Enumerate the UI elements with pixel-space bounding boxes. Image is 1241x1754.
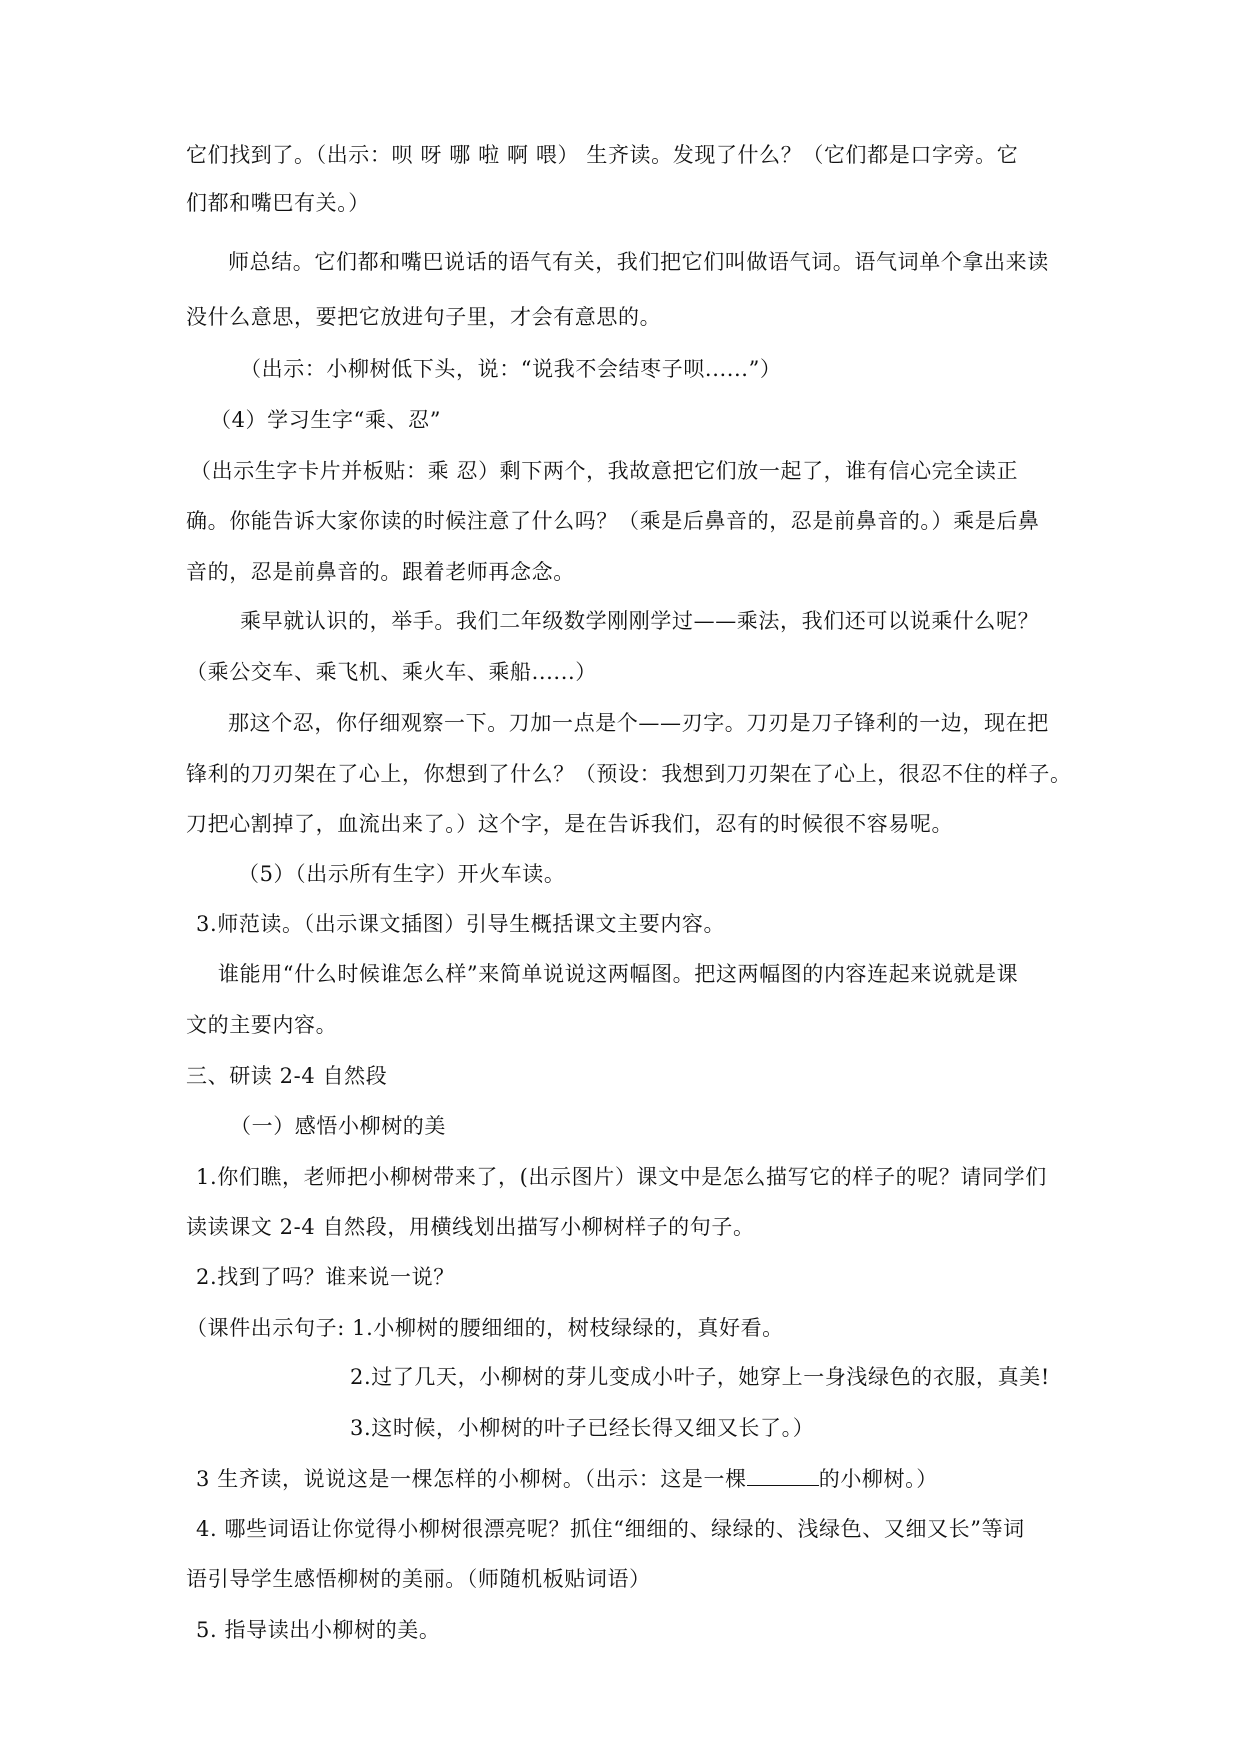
- fill-in-blank-suffix: 的小柳树。）: [818, 1467, 938, 1491]
- paragraph-line: 它们找到了。（出示：呗 呀 哪 啦 啊 喂） 生齐读。发现了什么？（它们都是口字旁。它: [186, 143, 1019, 167]
- paragraph-line: （出示生字卡片并板贴：乘 忍）剩下两个，我故意把它们放一起了，谁有信心完全读正: [190, 459, 1019, 483]
- fill-in-blank: [747, 1467, 819, 1486]
- paragraph-line: 锋利的刀刃架在了心上，你想到了什么？（预设：我想到刀刃架在了心上，很忍不住的样子。: [186, 762, 1072, 786]
- paragraph-line: 2.找到了吗？谁来说一说？: [196, 1265, 455, 1289]
- fill-in-blank-line: [196, 1465, 938, 1493]
- paragraph-line: 师总结。它们都和嘴巴说话的语气有关，我们把它们叫做语气词。语气词单个拿出来读: [228, 250, 1049, 274]
- paragraph-line: 刀把心割掉了，血流出来了。）这个字，是在告诉我们，忍有的时候很不容易呢。: [186, 812, 954, 836]
- paragraph-line: 乘早就认识的，举手。我们二年级数学刚刚学过——乘法，我们还可以说乘什么呢？: [240, 609, 1040, 633]
- paragraph-line: （乘公交车、乘飞机、乘火车、乘船......）: [186, 660, 597, 684]
- paragraph-line: 音的，忍是前鼻音的。跟着老师再念念。: [186, 560, 575, 584]
- paragraph-line: 没什么意思，要把它放进句子里，才会有意思的。: [186, 305, 662, 329]
- paragraph-line: 2.过了几天，小柳树的芽儿变成小叶子，她穿上一身浅绿色的衣服，真美!: [350, 1365, 1050, 1389]
- paragraph-line: 们都和嘴巴有关。）: [186, 191, 370, 215]
- paragraph-line: （出示：小柳树低下头，说：“说我不会结枣子呗......”）: [240, 357, 782, 381]
- section-heading: （4）学习生字“乘、忍”: [210, 408, 442, 432]
- paragraph-line: 读读课文 2-4 自然段，用横线划出描写小柳树样子的句子。: [186, 1215, 755, 1239]
- paragraph-line: 确。你能告诉大家你读的时候注意了什么吗？（乘是后鼻音的，忍是前鼻音的。）乘是后鼻: [186, 509, 1040, 533]
- paragraph-line: 3.师范读。（出示课文插图）引导生概括课文主要内容。: [196, 912, 726, 936]
- paragraph-line: 1.你们瞧，老师把小柳树带来了，(出示图片）课文中是怎么描写它的样子的呢？请同学们: [196, 1165, 1047, 1189]
- paragraph-line: 5. 指导读出小柳树的美。: [196, 1618, 441, 1642]
- paragraph-line: 4. 哪些词语让你觉得小柳树很漂亮呢？抓住“细细的、绿绿的、浅绿色、又细又长”等词: [196, 1517, 1025, 1541]
- paragraph-line: 那这个忍，你仔细观察一下。刀加一点是个——刃字。刀刃是刀子锋利的一边，现在把: [228, 711, 1049, 735]
- paragraph-line: （5）（出示所有生字）开火车读。: [238, 862, 566, 886]
- fill-in-blank-prefix: 3 生齐读，说说这是一棵怎样的小柳树。（出示：这是一棵: [196, 1467, 747, 1491]
- subsection-heading: （一）感悟小柳树的美: [230, 1114, 446, 1138]
- paragraph-line: 语引导学生感悟柳树的美丽。（师随机板贴词语）: [186, 1567, 651, 1591]
- section-heading: 三、研读 2-4 自然段: [186, 1064, 388, 1088]
- paragraph-line: 谁能用“什么时候谁怎么样”来简单说说这两幅图。把这两幅图的内容连起来说就是课: [218, 962, 1019, 986]
- paragraph-line: 文的主要内容。: [186, 1013, 338, 1037]
- paragraph-line: （课件出示句子: 1.小柳树的腰细细的，树枝绿绿的，真好看。: [186, 1316, 784, 1340]
- paragraph-line: 3.这时候，小柳树的叶子已经长得又细又长了。）: [350, 1416, 815, 1440]
